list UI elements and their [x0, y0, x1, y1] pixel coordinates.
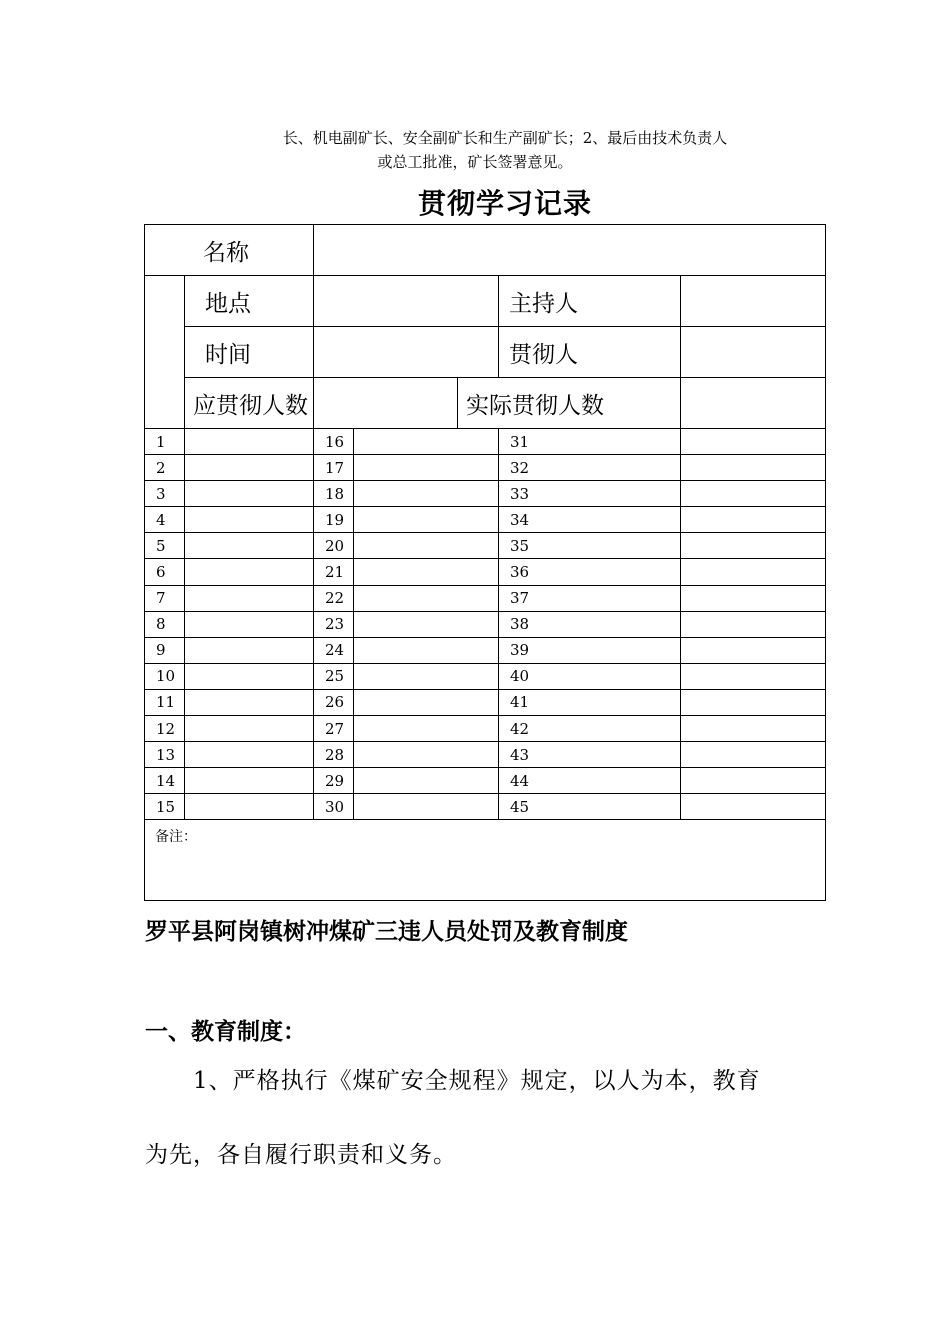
attendance-row	[145, 507, 826, 533]
attendee-number: 23	[314, 611, 354, 637]
attendee-name-cell	[185, 455, 314, 481]
attendance-row	[145, 429, 826, 455]
attendee-name-cell	[681, 716, 826, 742]
attendance-row	[145, 481, 826, 507]
time-value	[314, 327, 499, 378]
attendee-name-cell	[354, 481, 499, 507]
location-label: 地点	[185, 276, 314, 327]
attendee-number: 11	[145, 689, 185, 715]
attendance-row	[145, 637, 826, 663]
attendee-number: 45	[499, 794, 681, 820]
left-blank-cell	[145, 276, 185, 429]
attendee-name-cell	[681, 768, 826, 794]
attendee-number: 30	[314, 794, 354, 820]
attendee-number: 14	[145, 768, 185, 794]
attendee-number: 41	[499, 689, 681, 715]
attendee-number: 27	[314, 716, 354, 742]
attendee-name-cell	[185, 689, 314, 715]
attendee-number: 16	[314, 429, 354, 455]
time-label: 时间	[185, 327, 314, 378]
attendee-number: 29	[314, 768, 354, 794]
attendee-number: 13	[145, 742, 185, 768]
attendee-name-cell	[185, 742, 314, 768]
attendee-name-cell	[354, 768, 499, 794]
attendee-name-cell	[681, 533, 826, 559]
attendee-name-cell	[681, 637, 826, 663]
attendee-name-cell	[354, 507, 499, 533]
attendee-name-cell	[681, 663, 826, 689]
attendee-number: 10	[145, 663, 185, 689]
attendee-number: 6	[145, 559, 185, 585]
attendee-number: 42	[499, 716, 681, 742]
attendee-name-cell	[681, 689, 826, 715]
attendance-row	[145, 768, 826, 794]
expected-count-label: 应贯彻人数	[185, 378, 314, 429]
actual-count-value	[681, 378, 826, 429]
attendee-name-cell	[681, 611, 826, 637]
attendee-name-cell	[354, 585, 499, 611]
attendance-row	[145, 559, 826, 585]
attendee-name-cell	[354, 689, 499, 715]
attendee-name-cell	[185, 716, 314, 742]
attendance-row	[145, 611, 826, 637]
attendee-name-cell	[185, 585, 314, 611]
attendee-name-cell	[185, 768, 314, 794]
name-value	[314, 225, 826, 276]
attendee-number: 40	[499, 663, 681, 689]
attendance-row	[145, 585, 826, 611]
attendee-number: 22	[314, 585, 354, 611]
paragraph-1-line-1: 1、严格执行《煤矿安全规程》规定，以人为本，教育	[193, 1068, 761, 1094]
attendee-number: 24	[314, 637, 354, 663]
attendance-row	[145, 533, 826, 559]
attendee-number: 44	[499, 768, 681, 794]
attendee-number: 5	[145, 533, 185, 559]
intro-line-1: 长、机电副矿长、安全副矿长和生产副矿长；2、最后由技术负责人	[282, 129, 728, 147]
attendance-row	[145, 716, 826, 742]
attendee-number: 28	[314, 742, 354, 768]
attendee-number: 25	[314, 663, 354, 689]
attendee-number: 19	[314, 507, 354, 533]
attendee-number: 2	[145, 455, 185, 481]
attendee-number: 9	[145, 637, 185, 663]
attendee-name-cell	[185, 637, 314, 663]
attendee-name-cell	[354, 455, 499, 481]
attendee-number: 36	[499, 559, 681, 585]
subsection-title: 一、教育制度：	[145, 1018, 306, 1045]
attendee-name-cell	[681, 429, 826, 455]
implementer-label: 贯彻人	[499, 327, 681, 378]
attendee-name-cell	[681, 585, 826, 611]
attendee-name-cell	[185, 481, 314, 507]
attendee-name-cell	[354, 559, 499, 585]
attendance-row	[145, 455, 826, 481]
attendee-name-cell	[185, 611, 314, 637]
attendee-number: 31	[499, 429, 681, 455]
form-title: 贯彻学习记录	[417, 187, 592, 220]
attendee-name-cell	[354, 533, 499, 559]
attendee-number: 3	[145, 481, 185, 507]
attendee-number: 18	[314, 481, 354, 507]
attendee-number: 39	[499, 637, 681, 663]
actual-count-label: 实际贯彻人数	[458, 378, 681, 429]
attendee-name-cell	[354, 794, 499, 820]
attendance-row	[145, 663, 826, 689]
attendee-name-cell	[185, 429, 314, 455]
attendee-name-cell	[681, 455, 826, 481]
attendance-row	[145, 794, 826, 820]
attendee-name-cell	[681, 742, 826, 768]
attendee-number: 26	[314, 689, 354, 715]
attendee-number: 35	[499, 533, 681, 559]
attendee-name-cell	[185, 533, 314, 559]
attendee-name-cell	[681, 481, 826, 507]
attendee-name-cell	[681, 559, 826, 585]
remark-cell: 备注：	[145, 820, 826, 901]
attendee-number: 1	[145, 429, 185, 455]
host-label: 主持人	[499, 276, 681, 327]
attendee-name-cell	[681, 794, 826, 820]
attendee-number: 43	[499, 742, 681, 768]
intro-line-2: 或总工批准，矿长签署意见。	[377, 153, 573, 171]
attendee-number: 20	[314, 533, 354, 559]
attendee-number: 17	[314, 455, 354, 481]
name-label: 名称	[145, 225, 314, 276]
attendance-row	[145, 689, 826, 715]
attendee-number: 34	[499, 507, 681, 533]
attendee-name-cell	[354, 611, 499, 637]
attendee-number: 15	[145, 794, 185, 820]
attendee-number: 7	[145, 585, 185, 611]
section-title: 罗平县阿岗镇树冲煤矿三违人员处罚及教育制度	[145, 918, 628, 945]
attendee-name-cell	[185, 507, 314, 533]
attendee-number: 33	[499, 481, 681, 507]
attendee-number: 4	[145, 507, 185, 533]
attendee-number: 37	[499, 585, 681, 611]
attendee-number: 8	[145, 611, 185, 637]
location-value	[314, 276, 499, 327]
attendee-name-cell	[354, 742, 499, 768]
host-value	[681, 276, 826, 327]
attendee-name-cell	[354, 716, 499, 742]
attendee-number: 21	[314, 559, 354, 585]
paragraph-1-line-2: 为先，各自履行职责和义务。	[145, 1142, 457, 1168]
attendee-name-cell	[185, 559, 314, 585]
attendee-name-cell	[354, 663, 499, 689]
attendee-name-cell	[185, 794, 314, 820]
learning-record-table	[144, 224, 826, 901]
implementer-value	[681, 327, 826, 378]
attendee-number: 12	[145, 716, 185, 742]
attendee-number: 32	[499, 455, 681, 481]
attendance-row	[145, 742, 826, 768]
attendee-name-cell	[354, 637, 499, 663]
attendee-name-cell	[681, 507, 826, 533]
attendee-name-cell	[185, 663, 314, 689]
expected-count-value	[314, 378, 458, 429]
attendee-number: 38	[499, 611, 681, 637]
attendee-name-cell	[354, 429, 499, 455]
